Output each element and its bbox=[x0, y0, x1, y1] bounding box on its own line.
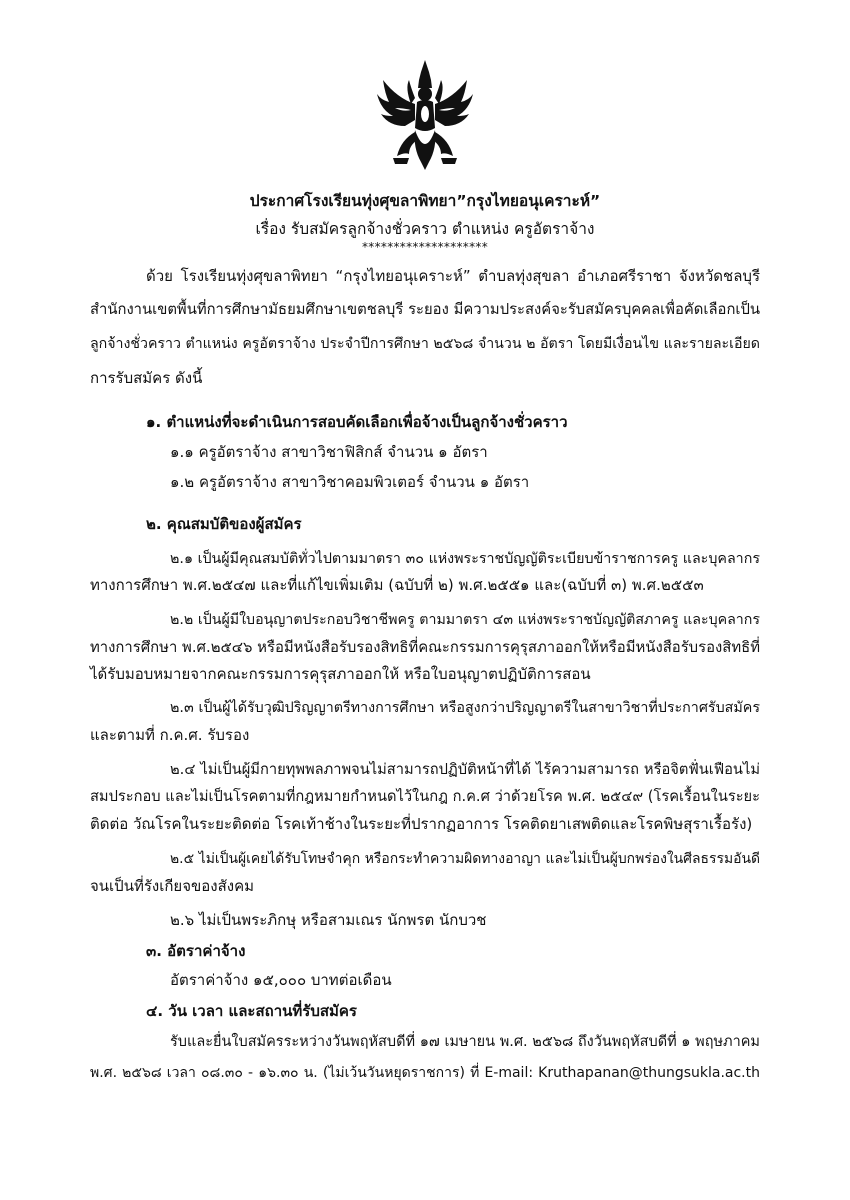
intro-line-3: ลูกจ้างชั่วคราว ตำแหน่ง ครูอัตราจ้าง ประจำปีการศึกษา ๒๕๖๘ จำนวน ๒ อัตรา โดยมีเงื่อนไข และรายละเอียด bbox=[90, 336, 760, 352]
section1-item-2: ๑.๒ ครูอัตราจ้าง สาขาวิชาคอมพิวเตอร์ จำนวน ๑ อัตรา bbox=[170, 473, 530, 491]
announcement-subject: เรื่อง รับสมัครลูกจ้างชั่วคราว ตำแหน่ง ครูอัตราจ้าง bbox=[255, 220, 595, 238]
qualification-2-5-line-2: จนเป็นที่รังเกียจของสังคม bbox=[90, 877, 254, 895]
qualification-2-4-line-1: ๒.๔ ไม่เป็นผู้มีกายทุพพลภาพจนไม่สามารถปฏิบัติหน้าที่ได้ ไร้ความสามารถ หรือจิตฟั่นเฟือนไม่ bbox=[170, 761, 760, 778]
announcement-title: ประกาศโรงเรียนทุ่งศุขลาพิทยา”กรุงไทยอนุเคราะห์” bbox=[249, 192, 601, 210]
intro-line-4: การรับสมัคร ดังนี้ bbox=[90, 369, 203, 387]
intro-line-2: สำนักงานเขตพื้นที่การศึกษามัธยมศึกษาเขตชลบุรี ระยอง มีความประสงค์จะรับสมัครบุคคลเพื่อคัดเลือกเป็น bbox=[90, 301, 760, 318]
section4-heading: ๔. วัน เวลา และสถานที่รับสมัคร bbox=[146, 1002, 357, 1020]
qualification-2-1-line-1: ๒.๑ เป็นผู้มีคุณสมบัติทั่วไปตามมาตรา ๓๐ แห่งพระราชบัญญัติระเบียบข้าราชการครู และบุคลากร bbox=[170, 551, 760, 567]
qualification-2-3-line-2: และตามที่ ก.ค.ศ. รับรอง bbox=[90, 726, 250, 744]
qualification-2-3-line-1: ๒.๓ เป็นผู้ได้รับวุฒิปริญญาตรีทางการศึกษา หรือสูงกว่าปริญญาตรีในสาขาวิชาที่ประกาศรับสมัคร bbox=[170, 700, 760, 716]
qualification-2-1-line-2: ทางการศึกษา พ.ศ.๒๕๔๗ และที่แก้ไขเพิ่มเติม (ฉบับที่ ๒) พ.ศ.๒๕๕๑ และ(ฉบับที่ ๓) พ.ศ.๒๕๕๓ bbox=[90, 576, 704, 594]
garuda-emblem-icon bbox=[375, 58, 475, 176]
intro-line-1: ด้วย โรงเรียนทุ่งศุขลาพิทยา “กรุงไทยอนุเคราะห์” ตำบลทุ่งสุขลา อำเภอศรีราชา จังหวัดชลบุรี bbox=[146, 267, 760, 285]
wage-rate: อัตราค่าจ้าง ๑๕,๐๐๐ บาทต่อเดือน bbox=[170, 971, 392, 989]
section3-heading: ๓. อัตราค่าจ้าง bbox=[146, 942, 246, 960]
section1-heading: ๑. ตำแหน่งที่จะดำเนินการสอบคัดเลือกเพื่อจ้างเป็นลูกจ้างชั่วคราว bbox=[146, 413, 568, 431]
separator-stars: ******************** bbox=[362, 240, 488, 254]
qualification-2-2-line-1: ๒.๒ เป็นผู้มีใบอนุญาตประกอบวิชาชีพครู ตามมาตรา ๔๓ แห่งพระราชบัญญัติสภาครู และบุคลากร bbox=[170, 612, 760, 628]
qualification-2-2-line-2: ทางการศึกษา พ.ศ.๒๕๔๖ หรือมีหนังสือรับรองสิทธิที่คณะกรรมการคุรุสภาออกให้หรือมีหนังสือรับรองสิทธิที่ bbox=[90, 638, 760, 656]
qualification-2-4-line-2: สมประกอบ และไม่เป็นโรคตามที่กฎหมายกำหนดไว้ในกฎ ก.ค.ศ ว่าด้วยโรค พ.ศ. ๒๕๔๙ (โรคเรื้อนในระยะ bbox=[90, 788, 760, 805]
qualification-2-5-line-1: ๒.๕ ไม่เป็นผู้เคยได้รับโทษจำคุก หรือกระทำความผิดทางอาญา และไม่เป็นผู้บกพร่องในศีลธรรมอันดี bbox=[170, 851, 760, 867]
qualification-2-4-line-3: ติดต่อ วัณโรคในระยะติดต่อ โรคเท้าช้างในระยะที่ปรากฏอาการ โรคติดยาเสพติดและโรคพิษสุราเรื้อรัง) bbox=[90, 815, 753, 833]
application-period-line-2: พ.ศ. ๒๕๖๘ เวลา ๐๘.๓๐ - ๑๖.๓๐ น. (ไม่เว้นวันหยุดราชการ) ที่ E-mail: Kruthapanan@thungsukla.ac.th bbox=[90, 1065, 760, 1081]
section1-item-1: ๑.๑ ครูอัตราจ้าง สาขาวิชาฟิสิกส์ จำนวน ๑ อัตรา bbox=[170, 443, 488, 461]
application-period-line-1: รับและยื่นใบสมัครระหว่างวันพฤหัสบดีที่ ๑๗ เมษายน พ.ศ. ๒๕๖๘ ถึงวันพฤหัสบดีที่ ๑ พฤษภาคม bbox=[170, 1034, 760, 1050]
section2-heading: ๒. คุณสมบัติของผู้สมัคร bbox=[146, 515, 302, 533]
qualification-2-6: ๒.๖ ไม่เป็นพระภิกษุ หรือสามเณร นักพรต นักบวช bbox=[170, 911, 487, 929]
qualification-2-2-line-3: ได้รับมอบหมายจากคณะกรรมการคุรุสภาออกให้ หรือใบอนุญาตปฏิบัติการสอน bbox=[90, 665, 591, 683]
